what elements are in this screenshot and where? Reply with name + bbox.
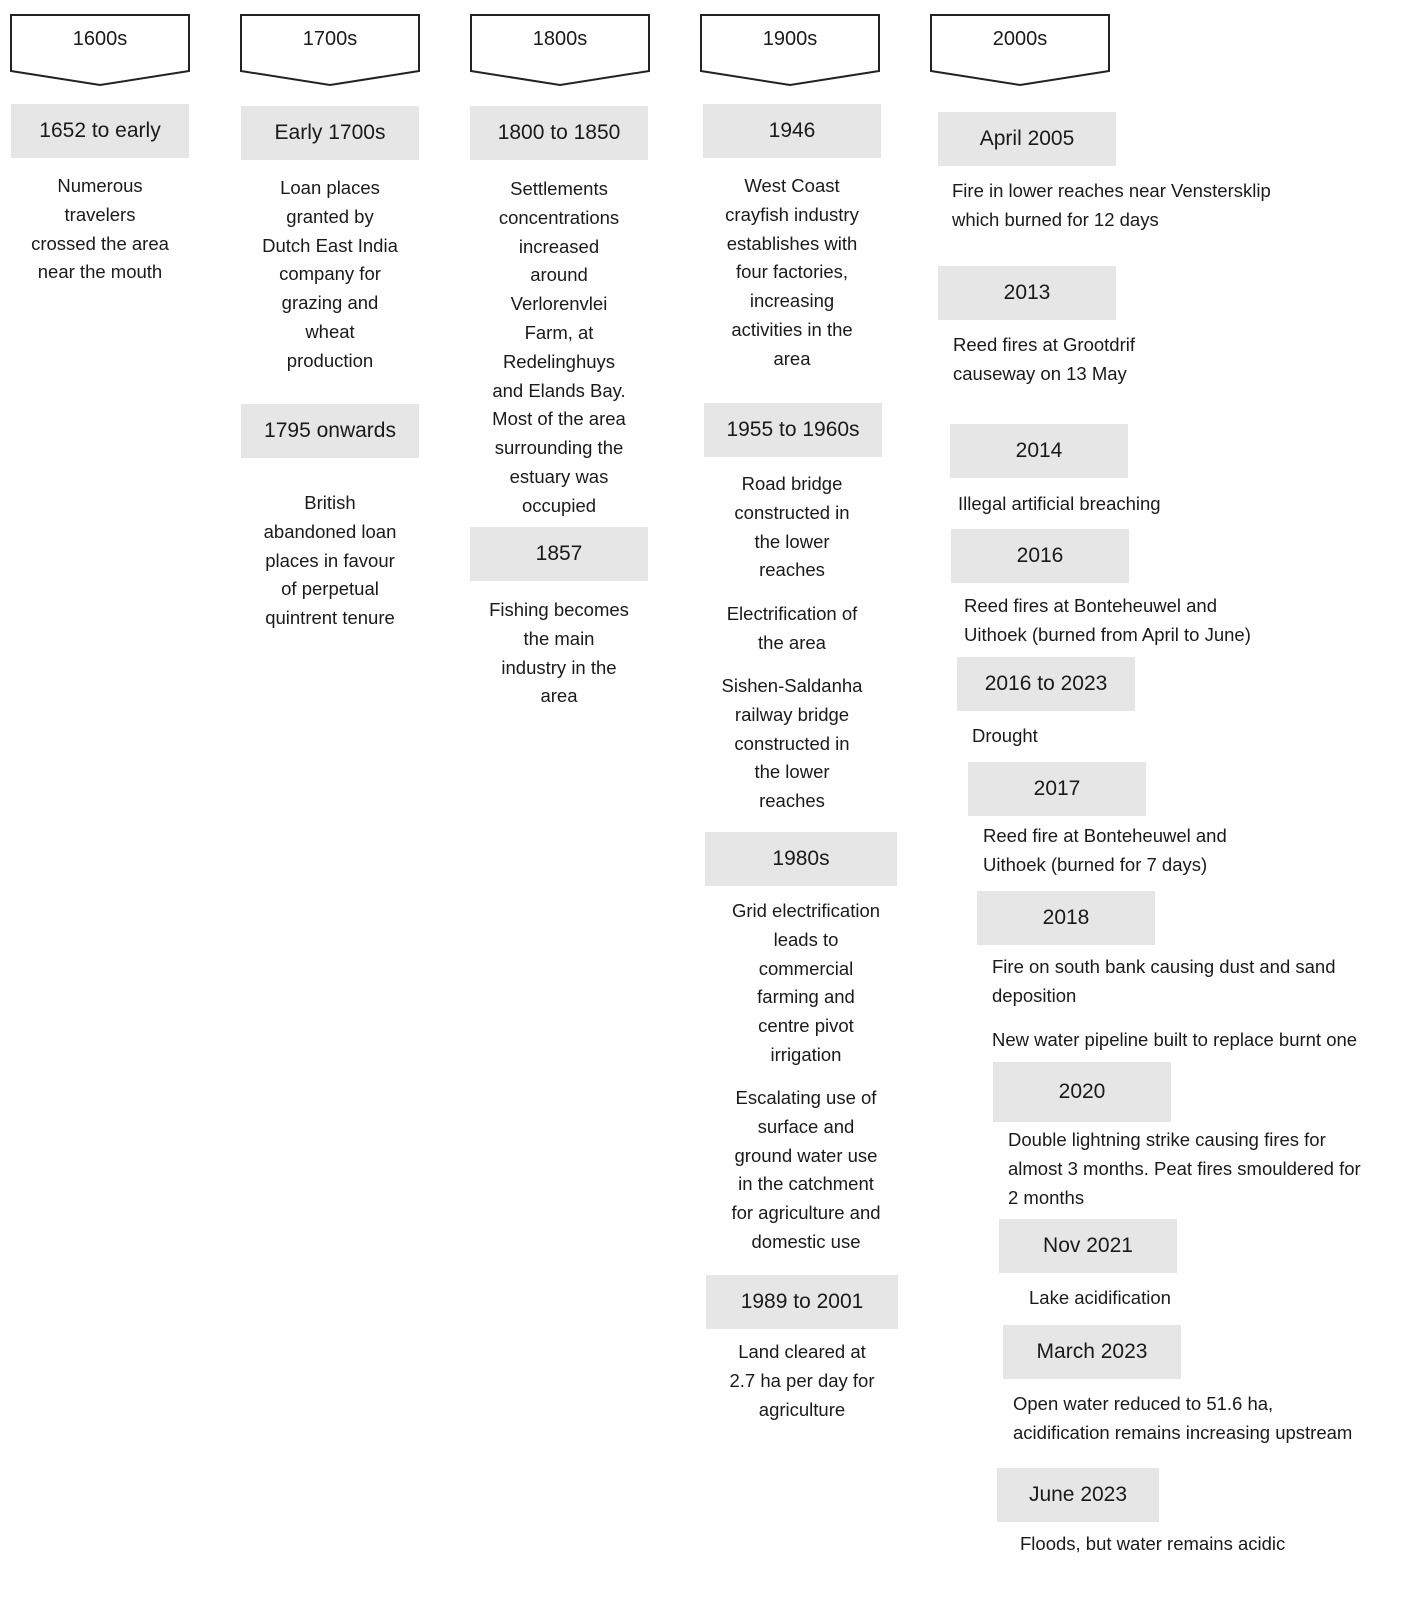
event-text: Double lightning strike causing fires for almost 3 months. Peat fires smouldered for 2 months [1008,1129,1361,1208]
century-label: 1600s [72,28,128,50]
century-2000s-header [930,14,1110,86]
date-box-nov-2021: Nov 2021 [999,1219,1177,1273]
century-1700s-header [240,14,420,86]
date-box-1652: 1652 to early [11,104,189,158]
event-text: British abandoned loan places in favour of perpetual quintrent tenure [263,492,397,629]
century-label: 1800s [532,28,588,50]
event-text: Reed fires at Bonteheuwel and Uithoek (burned from April to June) [964,595,1251,645]
century-1800s-header [470,14,650,86]
date-box-2018: 2018 [977,891,1155,945]
date-box-2020: 2020 [993,1062,1171,1122]
date-box-1955-1960s: 1955 to 1960s [704,403,882,457]
event-text: Drought [972,725,1038,746]
event-text: Road bridge constructed in the lower reaches [734,473,850,581]
century-1900s-header [700,14,880,86]
date-box-april-2005: April 2005 [938,112,1116,166]
date-box-2014: 2014 [950,424,1128,478]
event-text: Settlements concentrations increased around Verlorenvlei Farm, at Redelinghuys and Elands Bay. Most of the area surrounding the estuary was occupied [492,178,626,516]
event-text: Numerous travelers crossed the area near the mouth [31,175,169,283]
event-text: Fishing becomes the main industry in the area [489,599,629,707]
event-text: Fire in lower reaches near Venstersklip which burned for 12 days [952,180,1271,230]
century-label: 1900s [762,28,818,50]
event-text: Lake acidification [1029,1287,1171,1308]
date-box-1857: 1857 [470,527,648,581]
event-text: Grid electrification leads to commercial farming and centre pivot irrigation [731,900,881,1065]
event-text: Electrification of the area [726,603,858,653]
century-label: 2000s [992,28,1048,50]
date-box-1795: 1795 onwards [241,404,419,458]
date-box-2013: 2013 [938,266,1116,320]
date-box-1946: 1946 [703,104,881,158]
date-box-1980s: 1980s [705,832,897,886]
event-text: West Coast crayfish industry establishes with four factories, increasing activities in the area [725,175,859,369]
event-text: Floods, but water remains acidic [1020,1533,1286,1554]
event-text: Escalating use of surface and ground water use in the catchment for agriculture and domestic use [731,1087,881,1252]
event-text: Fire on south bank causing dust and sand deposition [992,956,1336,1006]
date-box-march-2023: March 2023 [1003,1325,1181,1379]
date-box-2016-2023: 2016 to 2023 [957,657,1135,711]
event-text: Illegal artificial breaching [958,493,1161,514]
date-box-2016: 2016 [951,529,1129,583]
event-text: Open water reduced to 51.6 ha, acidification remains increasing upstream [1013,1393,1353,1443]
century-label: 1700s [302,28,358,50]
date-box-early-1700s: Early 1700s [241,106,419,160]
event-text: Land cleared at 2.7 ha per day for agriculture [729,1341,875,1420]
century-1600s-header [10,14,190,86]
event-text: Reed fires at Grootdrif causeway on 13 May [953,334,1135,384]
event-text: Sishen-Saldanha railway bridge constructed in the lower reaches [721,675,863,812]
date-box-2017: 2017 [968,762,1146,816]
event-text: New water pipeline built to replace burnt one [992,1029,1358,1050]
event-text: Reed fire at Bonteheuwel and Uithoek (burned for 7 days) [983,825,1227,875]
date-box-1800-1850: 1800 to 1850 [470,106,648,160]
date-box-june-2023: June 2023 [997,1468,1159,1522]
event-text: Loan places granted by Dutch East India company for grazing and wheat production [262,177,398,371]
date-box-1989-2001: 1989 to 2001 [706,1275,898,1329]
